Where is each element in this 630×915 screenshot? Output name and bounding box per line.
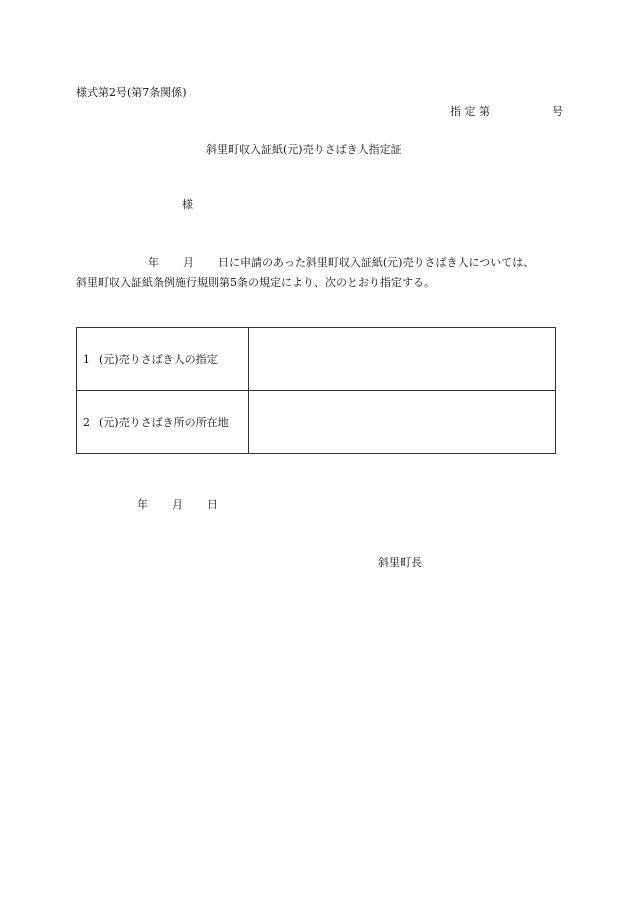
table-row — [77, 328, 556, 391]
table-row — [77, 391, 556, 454]
row-label-cell — [77, 391, 249, 454]
issuer: 斜里町長 — [378, 556, 422, 569]
document-title: 斜里町収入証紙(元)売りさばき人指定証 — [206, 143, 402, 156]
row-label-cell — [77, 328, 249, 391]
detail-table — [76, 327, 556, 454]
row-number: 1 — [83, 353, 90, 366]
designation-suffix: 号 — [552, 105, 563, 118]
addressee-suffix: 様 — [182, 198, 193, 211]
issue-date — [137, 498, 218, 512]
date-year: 年 — [137, 498, 148, 511]
form-number: 様式第2号(第7条関係) — [76, 86, 187, 99]
date-day: 日 — [207, 498, 218, 511]
row-number: 2 — [83, 416, 90, 429]
row-value-cell — [249, 391, 556, 454]
row-label: (元)売りさばき所の所在地 — [99, 416, 229, 429]
designation-prefix: 指 定 第 — [450, 105, 490, 118]
body-line-1-text: 日に申請のあった斜里町収入証紙(元)売りさばき人については、 — [218, 256, 535, 269]
body-month: 月 — [183, 256, 194, 269]
body-line-2: 斜里町収入証紙条例施行規則第5条の規定により、次のとおり指定する。 — [76, 276, 435, 289]
date-month: 月 — [172, 498, 183, 511]
row-label: (元)売りさばき人の指定 — [99, 353, 218, 366]
body-line-1 — [148, 256, 534, 270]
row-value-cell — [249, 328, 556, 391]
body-year: 年 — [148, 256, 159, 269]
designation-number — [450, 105, 563, 119]
